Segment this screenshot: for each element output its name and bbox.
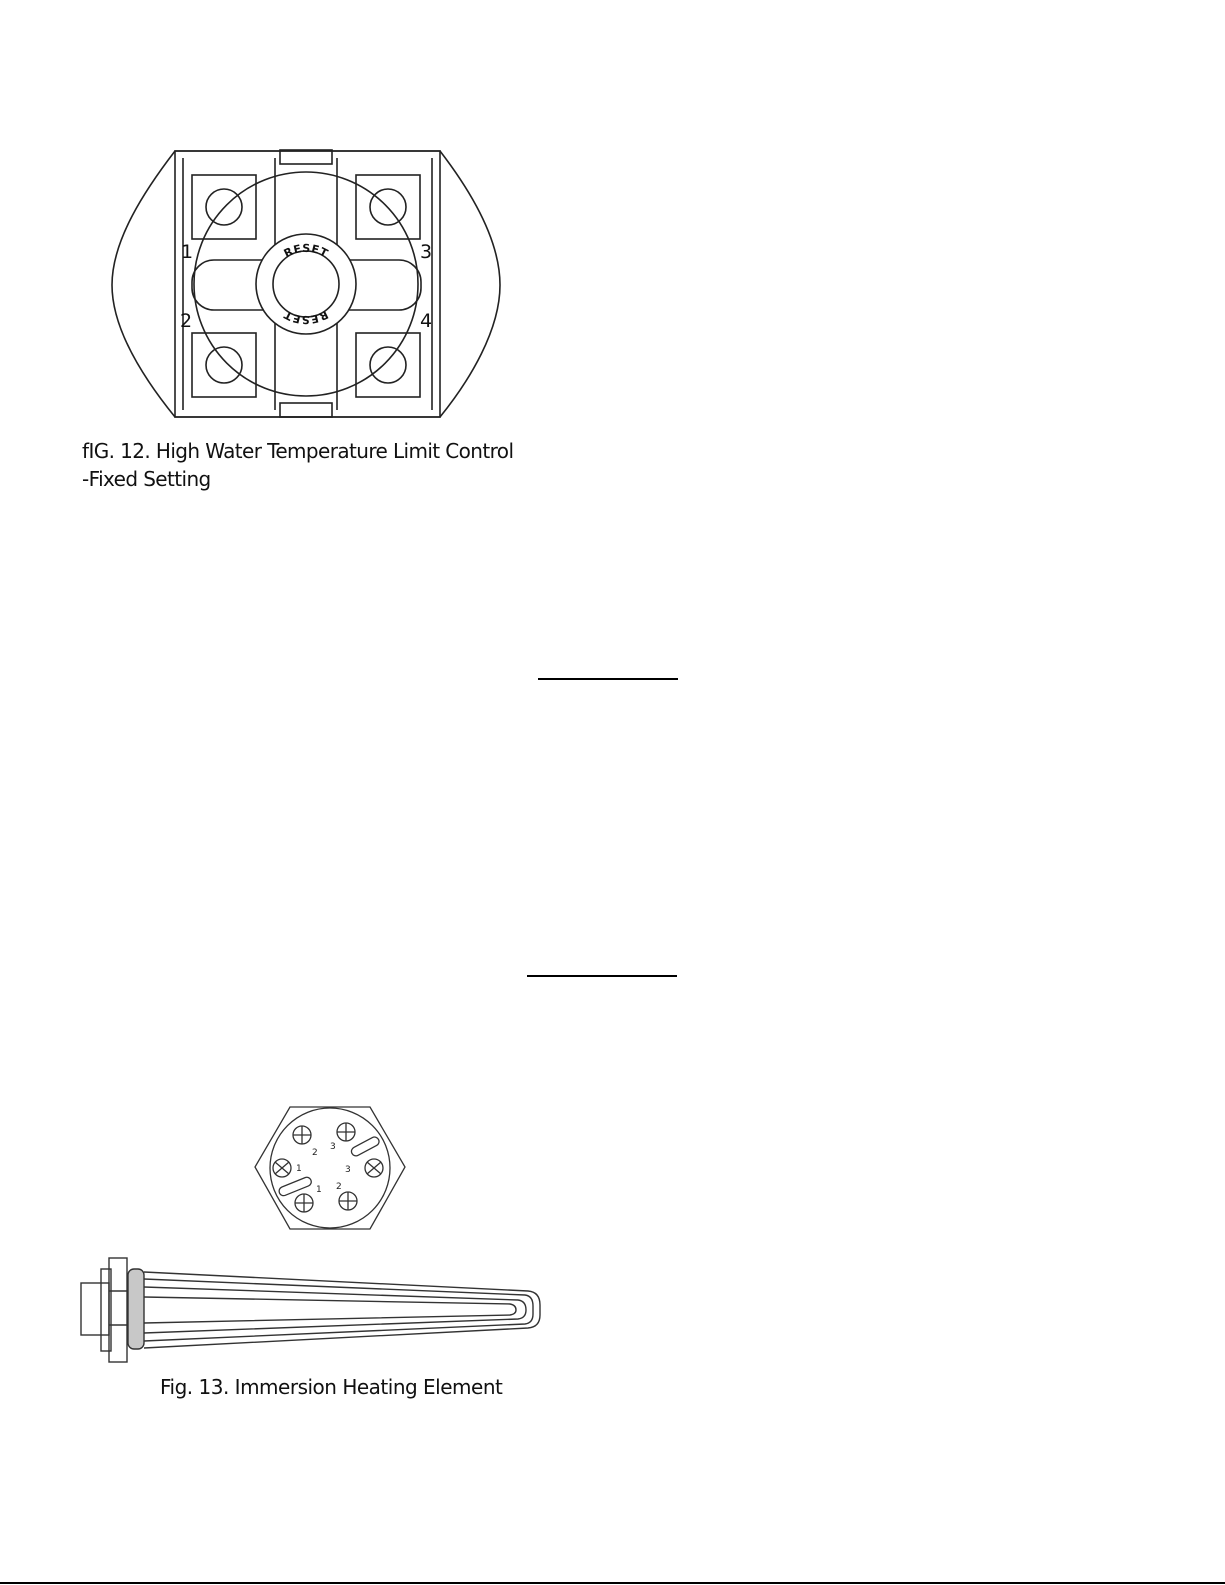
reset-label-top: RESET [281,241,331,261]
figure-12-caption-line1: fIG. 12. High Water Temperature Limit Control [82,439,514,463]
figure-12-caption-line2: -Fixed Setting [82,467,211,491]
page-bottom-rule [0,1582,1225,1584]
fig13-hex-head-diagram [250,1105,410,1235]
terminal-label-4: 4 [420,310,433,332]
screw-terminal-icon [293,1126,311,1144]
hex-terminal-label: 3 [345,1165,351,1175]
hex-terminal-label: 2 [312,1148,318,1158]
hex-terminal-label: 2 [336,1182,342,1192]
hex-terminal-label: 1 [316,1185,322,1195]
terminal-label-1: 1 [181,241,194,263]
fig13-heating-element-diagram [78,1255,548,1367]
figure-13-caption: Fig. 13. Immersion Heating Element [160,1375,503,1399]
figure-12-caption [82,437,513,493]
hex-terminal-label: 1 [296,1164,302,1174]
reset-label-bottom: RESET [281,307,331,327]
divider-rule-1 [538,678,678,680]
terminal-label-2: 2 [180,310,193,332]
fig12-limit-control-diagram [0,0,560,430]
divider-rule-2 [527,975,677,977]
hex-terminal-label: 3 [330,1142,336,1152]
terminal-label-3: 3 [420,241,433,263]
